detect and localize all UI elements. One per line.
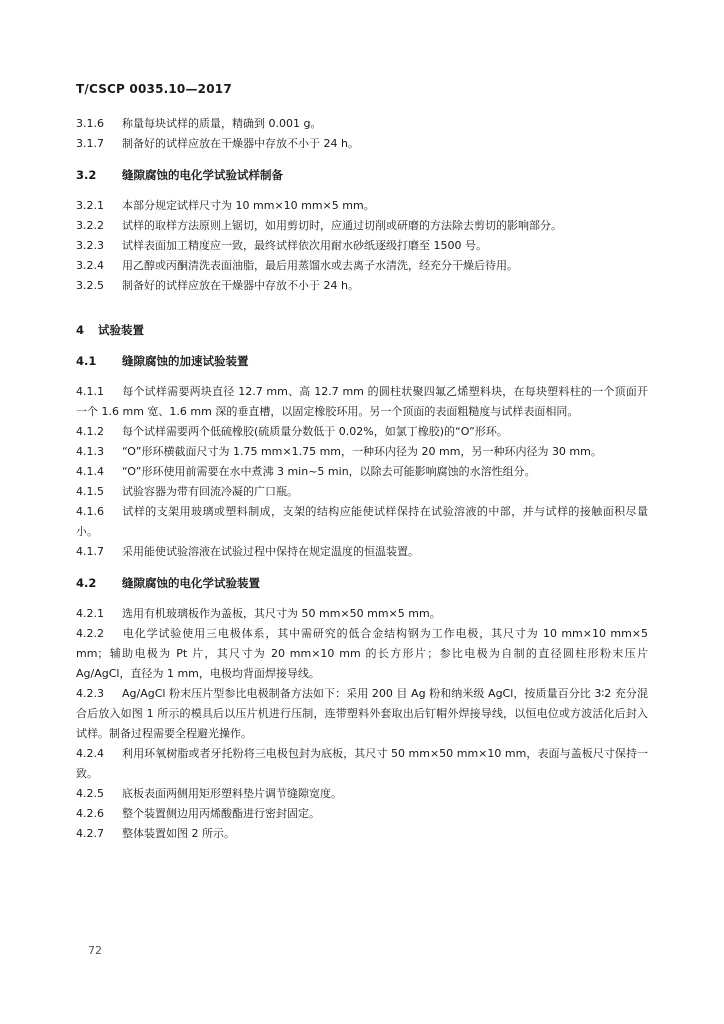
clause-paragraph [76, 542, 648, 562]
clause-paragraph [76, 824, 648, 844]
clause-number: 4.1.6 [76, 505, 104, 518]
clause-paragraph [76, 134, 648, 154]
clause-number: 4.2.4 [76, 747, 104, 760]
clause-text: 试验容器为带有回流冷凝的广口瓶。 [122, 485, 298, 498]
clause-number: 4.1.2 [76, 425, 104, 438]
clause-text: 每个试样需要两个低硫橡胶(硫质量分数低于 0.02%，如氯丁橡胶)的“O”形环。 [122, 425, 508, 438]
clause-paragraph [76, 624, 648, 684]
clause-paragraph [76, 114, 648, 134]
clause-number: 4.2.7 [76, 827, 104, 840]
clause-number: 3.2.4 [76, 259, 104, 272]
clause-number: 3.2.3 [76, 239, 104, 252]
clause-text: 缝隙腐蚀的加速试验装置 [122, 354, 249, 368]
clause-number: 4.2.6 [76, 807, 104, 820]
clause-paragraph [76, 604, 648, 624]
clause-paragraph [76, 684, 648, 744]
chapter-heading [76, 320, 648, 340]
clause-text: 缝隙腐蚀的电化学试验试样制备 [122, 168, 283, 182]
clause-text: 用乙醇或丙酮清洗表面油脂，最后用蒸馏水或去离子水清洗，经充分干燥后待用。 [122, 259, 518, 272]
section-heading [76, 351, 648, 371]
clause-number: 4.1.3 [76, 445, 104, 458]
clause-text: 制备好的试样应放在干燥器中存放不小于 24 h。 [122, 137, 359, 150]
clause-paragraph [76, 502, 648, 542]
clause-text: 试样的支架用玻璃或塑料制成，支架的结构应能使试样保持在试验溶液的中部，并与试样的接触面积尽量小。 [76, 505, 648, 538]
document-body [76, 114, 648, 844]
clause-paragraph [76, 276, 648, 296]
clause-text: 试验装置 [98, 323, 144, 337]
clause-text: 每个试样需要两块直径 12.7 mm、高 12.7 mm 的圆柱状聚四氟乙烯塑料块，在每块塑料柱的一个顶面开一个 1.6 mm 宽、1.6 mm 深的垂直槽，以固定橡胶环用。另一个顶面的表面粗糙度与试样表面相同。 [76, 385, 648, 418]
clause-number: 4.1.5 [76, 485, 104, 498]
clause-number: 4.1.1 [76, 385, 104, 398]
clause-number: 3.2 [76, 168, 97, 182]
clause-text: 本部分规定试样尺寸为 10 mm×10 mm×5 mm。 [122, 199, 375, 212]
clause-number: 3.1.6 [76, 117, 104, 130]
clause-paragraph [76, 422, 648, 442]
clause-text: 称量每块试样的质量，精确到 0.001 g。 [122, 117, 322, 130]
clause-number: 3.2.5 [76, 279, 104, 292]
clause-number: 4 [76, 323, 85, 337]
clause-paragraph [76, 256, 648, 276]
clause-text: 试样的取样方法原则上锯切，如用剪切时，应通过切削或研磨的方法除去剪切的影响部分。 [122, 219, 562, 232]
clause-text: Ag/AgCl 粉末压片型参比电极制备方法如下：采用 200 目 Ag 粉和纳米级 AgCl，按质量百分比 3∶2 充分混合后放入如图 1 所示的模具后以压片机进行压制，连带塑料外套取出后钉帽外焊接导线，以恒电位或方波活化后封入试样。制备过程需要全程避光操作。 [76, 687, 648, 740]
clause-number: 4.1.7 [76, 545, 104, 558]
clause-text: 缝隙腐蚀的电化学试验装置 [122, 576, 260, 590]
clause-paragraph [76, 196, 648, 216]
clause-paragraph [76, 442, 648, 462]
clause-paragraph [76, 784, 648, 804]
clause-text: 制备好的试样应放在干燥器中存放不小于 24 h。 [122, 279, 359, 292]
clause-text: 利用环氧树脂或者牙托粉将三电极包封为底板，其尺寸 50 mm×50 mm×10 mm，表面与盖板尺寸保持一致。 [76, 747, 648, 780]
section-heading [76, 573, 648, 593]
clause-number: 4.2.2 [76, 627, 104, 640]
clause-number: 4.1.4 [76, 465, 104, 478]
clause-paragraph [76, 804, 648, 824]
clause-text: 整体装置如图 2 所示。 [122, 827, 235, 840]
clause-number: 4.1 [76, 354, 97, 368]
section-heading [76, 165, 648, 185]
standard-code-header: T/CSCP 0035.10—2017 [76, 82, 232, 96]
clause-paragraph [76, 216, 648, 236]
page-number: 72 [88, 944, 102, 957]
clause-text: 电化学试验使用三电极体系，其中需研究的低合金结构钢为工作电极，其尺寸为 10 mm×10 mm×5 mm；辅助电极为 Pt 片，其尺寸为 20 mm×10 mm 的长方形片；参比电极为自制的直径圆柱形粉末压片 Ag/AgCl，直径为 1 mm，电极均背面焊接导线。 [76, 627, 648, 680]
clause-text: 采用能使试验溶液在试验过程中保持在规定温度的恒温装置。 [122, 545, 419, 558]
clause-text: “O”形环横截面尺寸为 1.75 mm×1.75 mm，一种环内径为 20 mm，另一种环内径为 30 mm。 [122, 445, 602, 458]
clause-number: 4.2.3 [76, 687, 104, 700]
clause-number: 3.2.1 [76, 199, 104, 212]
clause-number: 4.2.1 [76, 607, 104, 620]
clause-paragraph [76, 236, 648, 256]
clause-number: 4.2 [76, 576, 97, 590]
clause-paragraph [76, 382, 648, 422]
clause-text: “O”形环使用前需要在水中煮沸 3 min~5 min，以除去可能影响腐蚀的水溶性组分。 [122, 465, 536, 478]
clause-number: 3.1.7 [76, 137, 104, 150]
clause-number: 4.2.5 [76, 787, 104, 800]
clause-paragraph [76, 482, 648, 502]
clause-paragraph [76, 462, 648, 482]
clause-text: 整个装置侧边用丙烯酸酯进行密封固定。 [122, 807, 320, 820]
clause-text: 底板表面两侧用矩形塑料垫片调节缝隙宽度。 [122, 787, 342, 800]
clause-text: 试样表面加工精度应一致，最终试样依次用耐水砂纸逐级打磨至 1500 号。 [122, 239, 487, 252]
clause-text: 选用有机玻璃板作为盖板，其尺寸为 50 mm×50 mm×5 mm。 [122, 607, 441, 620]
clause-paragraph [76, 744, 648, 784]
clause-number: 3.2.2 [76, 219, 104, 232]
